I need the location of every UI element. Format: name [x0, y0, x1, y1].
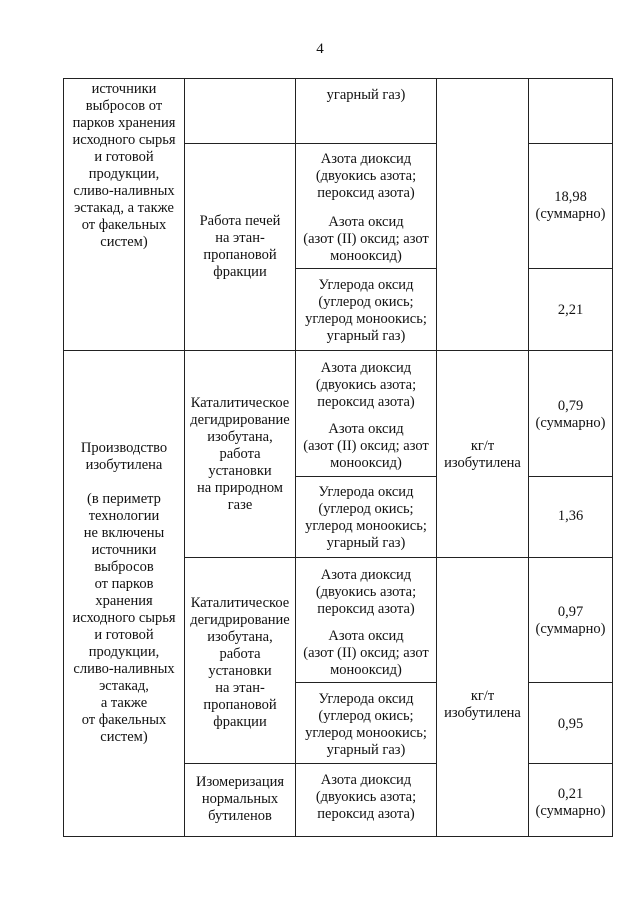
row-line — [528, 763, 613, 764]
cell-substance: Азота оксид (азот (II) оксид; азот монооксид) — [303, 214, 429, 264]
cell-substance: Азота диоксид (двуокись азота; пероксид азота) — [315, 360, 417, 410]
table-border-bottom — [63, 836, 613, 837]
cell-value: 0,21 (суммарно) — [535, 786, 606, 819]
cell-substance: Углерода оксид (углерод окись; углерод моноокись; угарный газ) — [305, 277, 427, 344]
cell-substance: угарный газ) — [326, 87, 406, 103]
cell-substance: Азота диоксид (двуокись азота; пероксид азота) — [315, 772, 417, 822]
cell-value: 0,97 (суммарно) — [535, 604, 606, 637]
cell-process: Каталитическое дегидрирование изобутана, работа установки на природном газе — [190, 395, 290, 513]
page-number: 4 — [316, 41, 324, 57]
row-line — [295, 268, 437, 269]
cell-process: Изомеризация нормальных бутиленов — [195, 774, 285, 824]
cell-source-1: источники выбросов от парков хранения исходного сырья и готовой продукции, сливо-наливных эстакад, а также от факельных систем) — [72, 81, 176, 250]
cell-substance: Азота диоксид (двуокись азота; пероксид азота) — [315, 151, 417, 201]
row-line — [184, 143, 296, 144]
cell-unit: кг/т изобутилена — [444, 688, 521, 721]
row-line — [295, 682, 437, 683]
cell-value: 1,36 — [557, 508, 584, 524]
row-line — [184, 763, 437, 764]
table-border-top — [63, 78, 613, 79]
row-line — [295, 476, 437, 477]
cell-value: 0,79 (суммарно) — [535, 398, 606, 431]
cell-value: 0,95 — [557, 716, 584, 732]
cell-substance: Азота оксид (азот (II) оксид; азот монооксид) — [303, 421, 429, 471]
row-line — [528, 682, 613, 683]
cell-value: 18,98 (суммарно) — [535, 189, 606, 222]
cell-substance: Углерода оксид (углерод окись; углерод моноокись; угарный газ) — [305, 484, 427, 551]
section-line — [63, 350, 613, 351]
cell-substance: Азота диоксид (двуокись азота; пероксид азота) — [315, 567, 417, 617]
cell-process: Каталитическое дегидрирование изобутана, работа установки на этан- пропановой фракции — [190, 595, 290, 730]
row-line — [528, 143, 613, 144]
cell-value: 2,21 — [557, 302, 584, 318]
row-line — [295, 143, 437, 144]
cell-substance: Углерода оксид (углерод окись; углерод моноокись; угарный газ) — [305, 691, 427, 758]
cell-process: Работа печей на этан- пропановой фракции — [199, 213, 281, 280]
row-line — [528, 268, 613, 269]
table-border-right — [612, 78, 613, 837]
row-line — [184, 557, 613, 558]
cell-source-2: Производство изобутилена (в периметр технологии не включены источники выбросов от парков хранения исходного сырья и готовой продукции, сливо-наливных эстакад, а также от факельных систем) — [72, 440, 176, 745]
cell-unit: кг/т изобутилена — [444, 438, 521, 471]
row-line — [528, 476, 613, 477]
cell-substance: Азота оксид (азот (II) оксид; азот монооксид) — [303, 628, 429, 678]
